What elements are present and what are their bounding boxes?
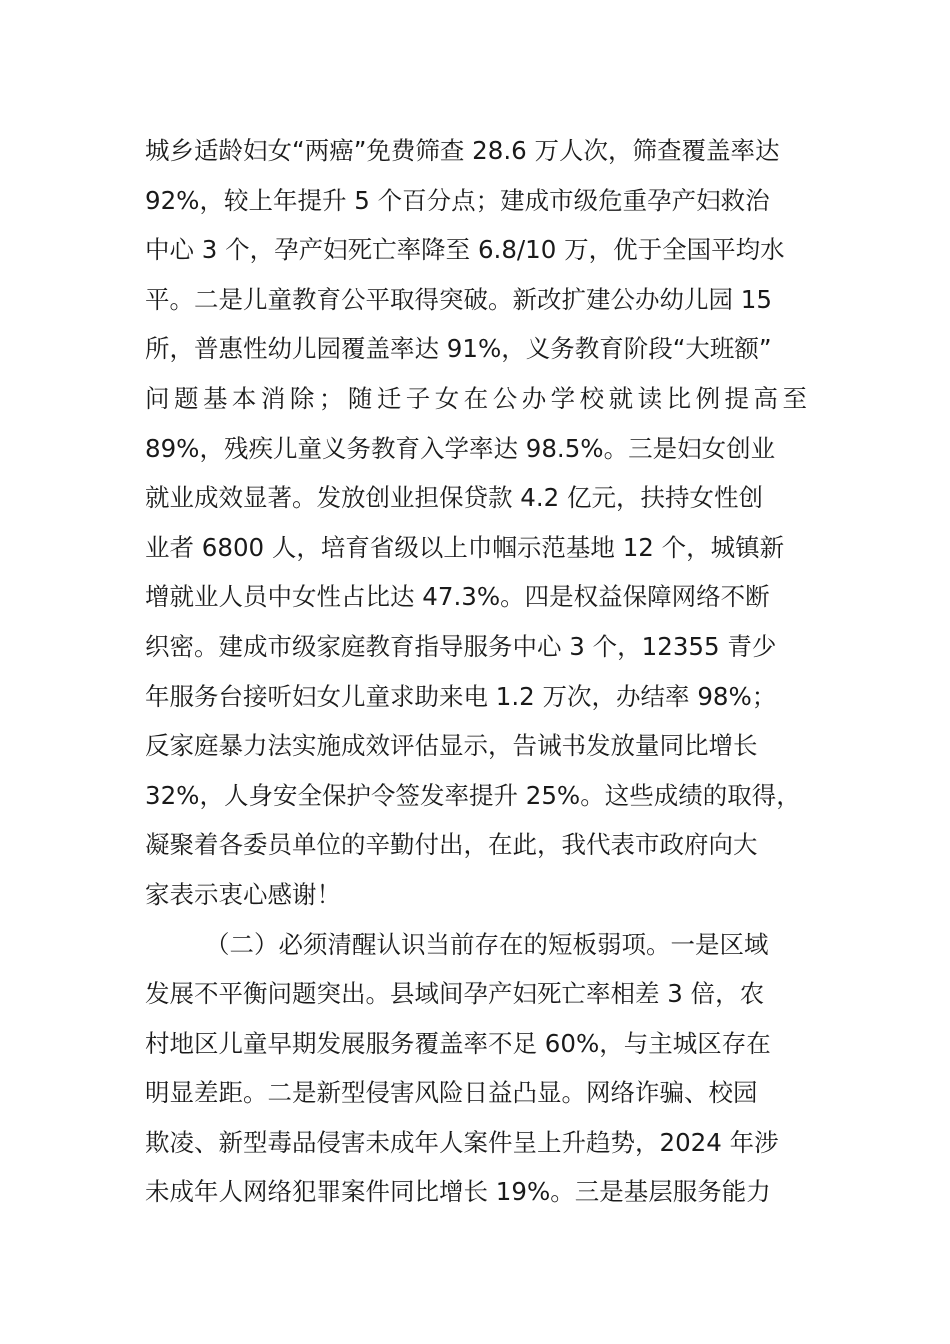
text-line: 凝聚着各委员单位的辛勤付出，在此，我代表市政府向大	[145, 830, 758, 860]
section-heading-line: （二）必须清醒认识当前存在的短板弱项。一是区域	[205, 929, 769, 959]
document-body	[145, 126, 835, 1217]
text-line: 业者 6800 人，培育省级以上巾帼示范基地 12 个，城镇新	[145, 532, 785, 562]
text-line: 平。二是儿童教育公平取得突破。新改扩建公办幼儿园 15	[145, 284, 772, 314]
text-line: 城乡适龄妇女“两癌”免费筛查 28.6 万人次，筛查覆盖率达	[145, 136, 780, 165]
text-line: 反家庭暴力法实施成效评估显示，告诫书发放量同比增长	[145, 731, 758, 761]
text-line: 92%，较上年提升 5 个百分点；建成市级危重孕产妇救治	[145, 185, 770, 215]
text-line: 89%，残疾儿童义务教育入学率达 98.5%。三是妇女创业	[145, 433, 776, 463]
text-line: 村地区儿童早期发展服务覆盖率不足 60%，与主城区存在	[145, 1028, 771, 1058]
text-line: 问题基本消除；随迁子女在公办学校就读比例提高至	[145, 383, 807, 413]
text-line: 未成年人网络犯罪案件同比增长 19%。三是基层服务能力	[145, 1177, 771, 1207]
text-line: 欺凌、新型毒品侵害未成年人案件呈上升趋势，2024 年涉	[145, 1127, 779, 1157]
text-line: 增就业人员中女性占比达 47.3%。四是权益保障网络不断	[145, 582, 770, 612]
text-line: 32%，人身安全保护令签发率提升 25%。这些成绩的取得，	[145, 780, 801, 810]
text-line: 发展不平衡问题突出。县域间孕产妇死亡率相差 3 倍，农	[145, 979, 765, 1009]
text-line: 年服务台接听妇女儿童求助来电 1.2 万次，办结率 98%；	[145, 681, 777, 711]
text-line: 所，普惠性幼儿园覆盖率达 91%，义务教育阶段“大班额”	[145, 334, 772, 364]
text-line: 就业成效显著。发放创业担保贷款 4.2 亿元，扶持女性创	[145, 483, 764, 513]
text-line: 中心 3 个，孕产妇死亡率降至 6.8/10 万，优于全国平均水	[145, 235, 785, 265]
text-line: 明显差距。二是新型侵害风险日益凸显。网络诈骗、校园	[145, 1078, 758, 1108]
paragraph-end-line: 家表示衷心感谢！	[145, 879, 341, 909]
text-line: 织密。建成市级家庭教育指导服务中心 3 个，12355 青少	[145, 631, 777, 661]
